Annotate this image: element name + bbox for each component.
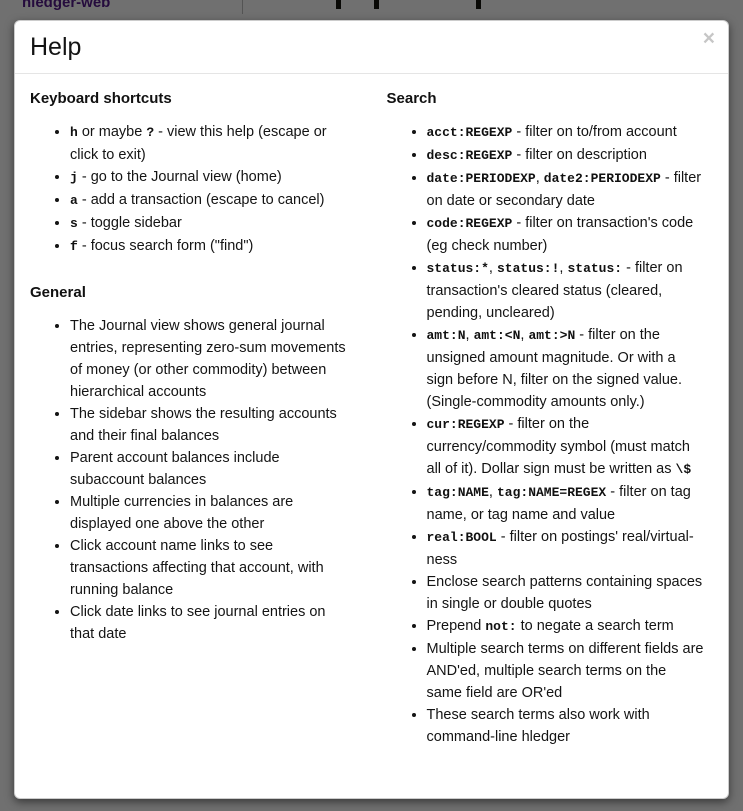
section-heading: Search [386, 90, 437, 107]
code-term: f [70, 239, 78, 254]
help-list-item: • The Journal view shows general journal entries, representing zero-sum movements of money (or other commodity) between hierarchical accounts [70, 315, 357, 403]
code-term: tag:NAME [426, 485, 489, 500]
help-list-item: • cur:REGEXP - filter on the currency/commodity symbol (must match all of it). Dollar sign must be written as \$ [427, 413, 714, 481]
code-term: tag:NAME=REGEX [496, 485, 607, 500]
help-list-item: • Prepend not: to negate a search term [427, 615, 714, 638]
code-term: a [70, 193, 78, 208]
help-list-item: • Multiple currencies in balances are displayed one above the other [70, 491, 357, 535]
help-list-item: • f - focus search form ("find") [70, 235, 357, 258]
code-term: acct:REGEXP [426, 125, 513, 140]
code-term: cur:REGEXP [426, 417, 505, 432]
help-list-item: • Multiple search terms on different fields are AND'ed, multiple search terms on the same field are OR'ed [427, 638, 714, 704]
help-list-item: • Click date links to see journal entries on that date [70, 601, 357, 645]
code-term: h [70, 125, 78, 140]
code-term: amt:<N [473, 328, 521, 343]
code-term: status: [567, 261, 623, 276]
help-list-item: • status:*, status:!, status: - filter on transaction's cleared status (cleared, pending, uncleared) [427, 257, 714, 324]
help-list-item: • acct:REGEXP - filter on to/from account [427, 121, 714, 144]
help-list-item: • real:BOOL - filter on postings' real/virtual-ness [427, 526, 714, 571]
help-list-item: • j - go to the Journal view (home) [70, 166, 357, 189]
help-list-item: • These search terms also work with command-line hledger [427, 704, 714, 748]
help-list-item: • The sidebar shows the resulting accounts and their final balances [70, 403, 357, 447]
code-term: j [70, 170, 78, 185]
help-list-item: • a - add a transaction (escape to cancel) [70, 189, 357, 212]
section-heading: Keyboard shortcuts [30, 90, 172, 107]
help-list-item: • desc:REGEXP - filter on description [427, 144, 714, 167]
code-term: date2:PERIODEXP [543, 171, 661, 186]
help-modal [14, 20, 729, 799]
help-list-item: • Enclose search patterns containing spaces in single or double quotes [427, 571, 714, 615]
code-term: status:! [496, 261, 560, 276]
help-list-item: • code:REGEXP - filter on transaction's code (eg check number) [427, 212, 714, 257]
code-term: \$ [675, 462, 692, 477]
help-list [387, 121, 714, 748]
code-term: amt:>N [528, 328, 576, 343]
section-heading: General [30, 284, 86, 301]
code-term: code:REGEXP [426, 216, 513, 231]
help-list-item: • amt:N, amt:<N, amt:>N - filter on the unsigned amount magnitude. Or with a sign before N, filter on the signed value. (Single-commodity amounts only.) [427, 324, 714, 413]
close-icon[interactable]: × [702, 27, 715, 50]
code-term: status:* [426, 261, 489, 276]
help-column-left [15, 90, 372, 774]
modal-header [15, 21, 728, 74]
help-list-item: • Parent account balances include subaccount balances [70, 447, 357, 491]
help-list [30, 121, 357, 258]
code-term: date:PERIODEXP [426, 171, 536, 186]
help-list-item: • h or maybe ? - view this help (escape or click to exit) [70, 121, 357, 166]
help-list-item: • s - toggle sidebar [70, 212, 357, 235]
code-term: desc:REGEXP [426, 148, 513, 163]
modal-body [15, 74, 728, 784]
code-term: ? [146, 125, 155, 140]
help-list-item: • tag:NAME, tag:NAME=REGEX - filter on tag name, or tag name and value [427, 481, 714, 526]
help-list [30, 315, 357, 645]
help-list-item: • Click account name links to see transactions affecting that account, with running balance [70, 535, 357, 601]
help-list-item: • date:PERIODEXP, date2:PERIODEXP - filter on date or secondary date [427, 167, 714, 212]
help-column-right [372, 90, 729, 774]
code-term: amt:N [426, 328, 466, 343]
modal-title: Help [30, 33, 82, 61]
code-term: real:BOOL [426, 530, 497, 545]
code-term: not: [485, 619, 517, 634]
code-term: s [70, 216, 78, 231]
